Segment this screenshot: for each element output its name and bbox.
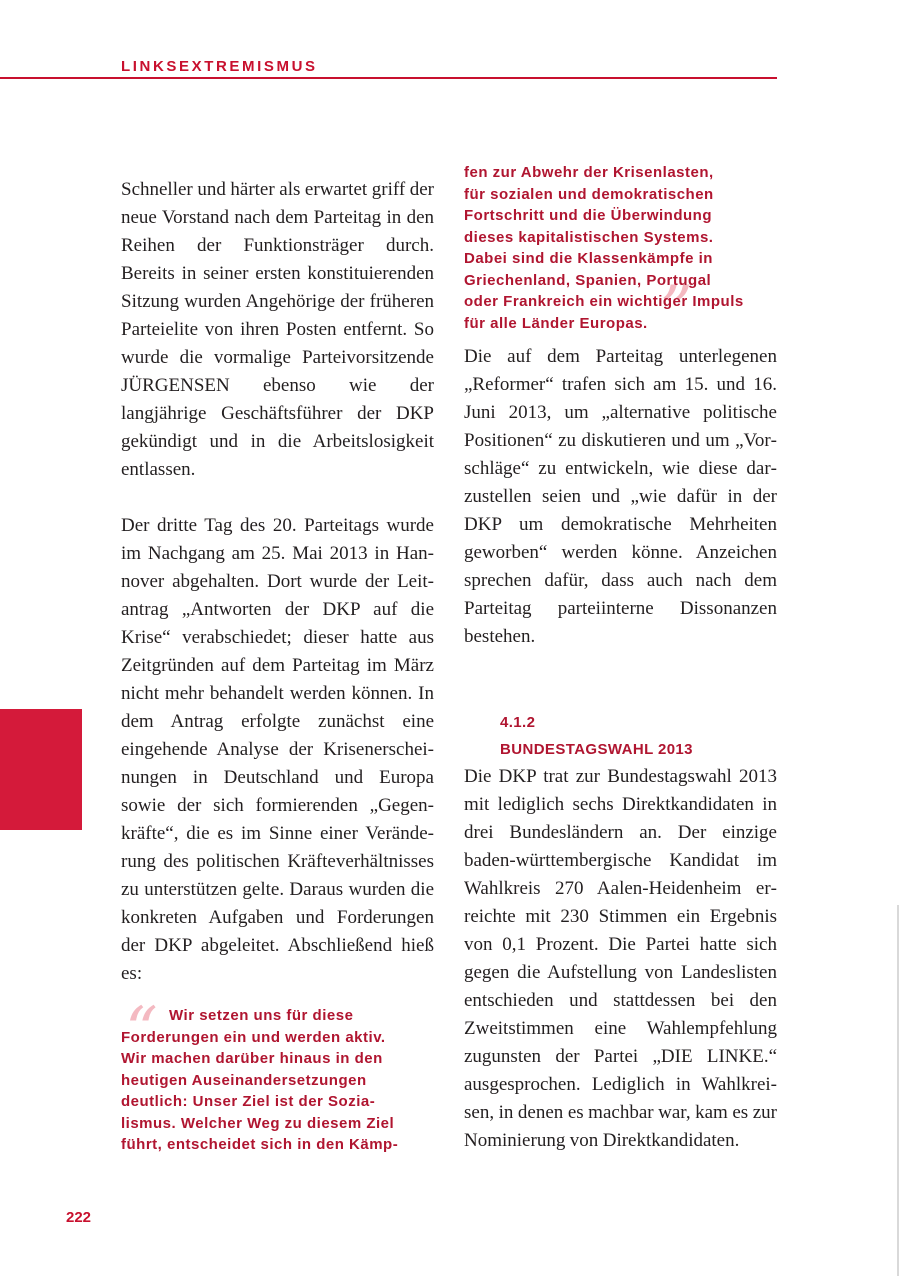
quote-line: fen zur Abwehr der Krisenlasten, xyxy=(464,164,714,181)
quote-line: dieses kapitalistischen Systems. xyxy=(464,228,714,246)
chapter-tab-marker xyxy=(0,709,82,830)
right-quote-text xyxy=(464,162,784,334)
quote-line: führt, entscheidet sich in den Kämp- xyxy=(121,1136,399,1153)
header-rule xyxy=(0,77,777,79)
left-paragraph-2: Der dritte Tag des 20. Parteitags wurde im Nachgang am 25. Mai 2013 in Hannover abgehalten. Dort wurde der Leitantrag „Antworten der DKP auf die Krise“ verabschiedet; dieser hatte aus Zeitgründen auf dem Parteitag im März nicht mehr behandelt werden können. In dem Antrag erfolgte zunächst eine eingehende Analyse der Krisenerscheinungen in Deutschland und Europa sowie der sich formierenden „Gegenkräfte“, die es im Sinne einer Veränderung des politischen Kräfteverhältnisses zu unterstützen gelte. Daraus wurden die konkreten Aufgaben und Forderungen der DKP abgeleitet. Abschließend hieß es: xyxy=(121,515,434,984)
right-column xyxy=(464,343,777,651)
quote-line: für alle Länder Europas. xyxy=(464,314,648,332)
quote-line: Wir setzen uns für diese xyxy=(169,1007,354,1024)
right-quote-block xyxy=(464,162,784,347)
quote-line: Griechenland, Spanien, Portugal xyxy=(464,271,712,289)
quote-line: heutigen Auseinandersetzungen xyxy=(121,1071,367,1089)
left-paragraph-1: Schneller und härter als erwartet griff der neue Vorstand nach dem Parteitag in den Reihen der Funktionsträger durch. Bereits in seiner ersten konstituierenden Sitzung wurden Angehörige der früheren Parteielite von ihren Posten entfernt. So wurde die vormalige Parteivorsitzende JÜRGENSEN ebenso wie der langjährige Geschäftsführer der DKP gekündigt und in die Arbeitslosigkeit entlassen. xyxy=(121,179,434,480)
opening-quote-mark-icon: “ xyxy=(125,994,158,1068)
quote-line: oder Frankreich ein wichtiger Impuls xyxy=(464,293,744,310)
running-header: LINKSEXTREMISMUS xyxy=(121,58,318,75)
closing-quote-mark-icon: ” xyxy=(660,273,693,347)
quote-line: Dabei sind die Klassenkämpfe in xyxy=(464,250,713,267)
section-number: 4.1.2 xyxy=(500,714,536,731)
left-column xyxy=(121,176,434,988)
quote-line: deutlich: Unser Ziel ist der Sozia- xyxy=(121,1093,376,1110)
quote-line: lismus. Welcher Weg zu diesem Ziel xyxy=(121,1114,395,1132)
quote-line: Fortschritt und die Überwindung xyxy=(464,207,712,224)
page-number: 222 xyxy=(66,1209,92,1226)
page-edge-shadow xyxy=(897,905,899,1276)
quote-line: Forderungen ein und werden aktiv. xyxy=(121,1028,386,1046)
right-paragraph-2: Die DKP trat zur Bundestagswahl 2013 mit lediglich sechs Direktkandidaten in drei Bundesländern an. Der einzige baden-württembergische Kandidat im Wahlkreis 270 Aalen-Heidenheim erreichte mit 230 Stimmen ein Ergebnis von 0,1 Prozent. Die Partei hatte sich gegen die Aufstellung von Landeslisten entschieden und stattdessen bei den Zweitstimmen eine Wahlempfehlung zugunsten der Partei „DIE LINKE.“ ausgesprochen. Lediglich in Wahlkreisen, in denen es machbar war, kam es zur Nominierung von Direktkandidaten. xyxy=(464,766,777,1151)
quote-line: für sozialen und demokratischen xyxy=(464,185,714,203)
quote-line: Wir machen darüber hinaus in den xyxy=(121,1050,383,1067)
right-column-section-body xyxy=(464,763,777,1155)
left-quote-block xyxy=(121,994,431,1156)
section-title: BUNDESTAGSWAHL 2013 xyxy=(500,741,693,758)
right-paragraph-1: Die auf dem Parteitag unterlegenen „Reformer“ trafen sich am 15. und 16. Juni 2013, um „alternative politische Positionen“ zu diskutieren und um „Vorschläge“ zu entwickeln, wie diese darzustellen seien und „wie dafür in der DKP um demokratische Mehrheiten geworben“ werden könne. Anzeichen sprechen dafür, dass auch nach dem Parteitag parteiinterne Dissonanzen bestehen. xyxy=(464,346,777,647)
left-quote-text xyxy=(121,1005,431,1156)
